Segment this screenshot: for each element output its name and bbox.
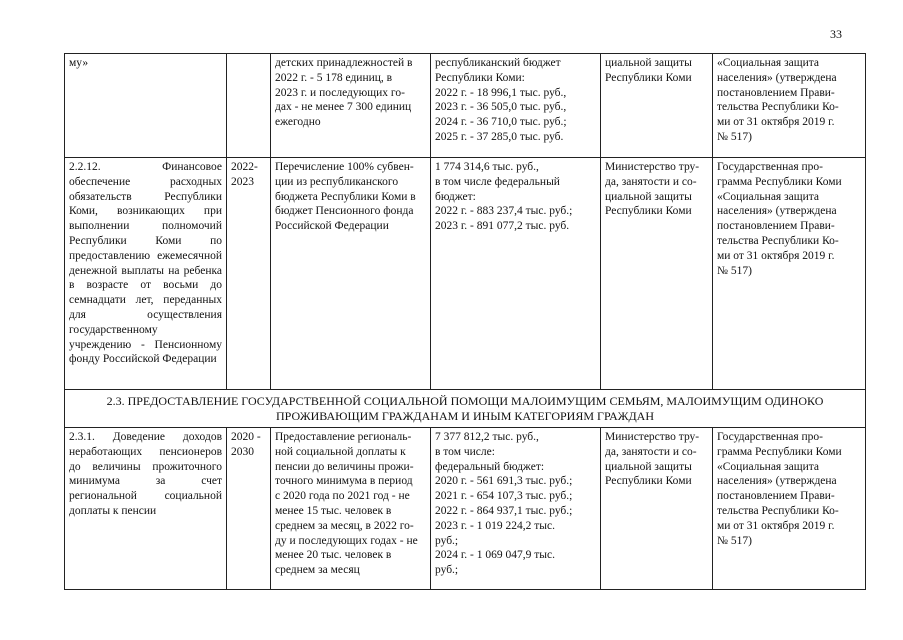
cell-line: населения» (утверждена bbox=[717, 71, 837, 84]
cell-line: менее 20 тыс. человек в bbox=[275, 549, 392, 562]
cell-line: тельства Республики Ко- bbox=[717, 101, 839, 114]
measures-table bbox=[64, 53, 866, 590]
cell-line: 2024 г. - 1 069 047,9 тыс. bbox=[435, 549, 555, 562]
cell-line: менее 15 тыс. человек в bbox=[275, 504, 392, 517]
table-row bbox=[65, 428, 866, 590]
period-cell bbox=[227, 158, 271, 390]
cell-line: пенсии до величины прожи- bbox=[275, 460, 414, 473]
table-row bbox=[65, 158, 866, 390]
result-cell bbox=[271, 158, 431, 390]
cell-line: 2023 г. - 1 019 224,2 тыс. bbox=[435, 519, 555, 532]
cell-line: ной социальной доплаты к bbox=[275, 445, 406, 458]
cell-line: руб.; bbox=[435, 534, 459, 547]
cell-line: в том числе: bbox=[435, 445, 495, 458]
cell-line: 7 377 812,2 тыс. руб., bbox=[435, 431, 539, 443]
cell-line: 2024 г. - 36 710,0 тыс. руб.; bbox=[435, 116, 567, 129]
cell-line: 2023 г. - 36 505,0 тыс. руб., bbox=[435, 101, 567, 114]
cell-line: среднем за месяц bbox=[275, 564, 360, 577]
cell-line: ежегодно bbox=[275, 116, 321, 129]
period-cell bbox=[227, 428, 271, 590]
cell-line: Республики Коми: bbox=[435, 71, 525, 84]
cell-line: Перечисление 100% субвен- bbox=[275, 161, 414, 173]
cell-line: бюджета Республики Коми в bbox=[275, 190, 416, 203]
funding-cell bbox=[431, 428, 601, 590]
cell-line: 1 774 314,6 тыс. руб., bbox=[435, 161, 539, 173]
cell-line: руб.; bbox=[435, 564, 459, 577]
cell-line: ми от 31 октября 2019 г. bbox=[717, 519, 835, 532]
measure-cell: 2.2.12. Финансовое обеспечение расходных обязательств Республики Коми, возникающих при выполнении полномочий Республики Коми по предоставлению ежемесячной денежной выплаты на ребенка в возрасте от восьми до семнадцати лет, переданных для осуществления государственному учреждению - Пенсионному фонду Российской Федерации bbox=[65, 158, 227, 390]
cell-line: 2020 - bbox=[231, 431, 261, 443]
section-header-row bbox=[65, 390, 866, 428]
executor-cell bbox=[601, 428, 713, 590]
cell-line: да, занятости и со- bbox=[605, 445, 697, 458]
cell-line: 2023 bbox=[231, 175, 254, 188]
funding-cell bbox=[431, 158, 601, 390]
cell-line: ции из республиканского bbox=[275, 175, 399, 188]
cell-line: 2022 г. - 864 937,1 тыс. руб.; bbox=[435, 504, 573, 517]
cell-line: населения» (утверждена bbox=[717, 205, 837, 218]
funding-cell bbox=[431, 54, 601, 158]
cell-line: № 517) bbox=[717, 264, 752, 277]
cell-line: в том числе федеральный bbox=[435, 175, 560, 188]
page-number: 33 bbox=[830, 27, 842, 41]
cell-line: № 517) bbox=[717, 130, 752, 143]
cell-line: ми от 31 октября 2019 г. bbox=[717, 249, 835, 262]
result-cell bbox=[271, 54, 431, 158]
cell-line: ми от 31 октября 2019 г. bbox=[717, 116, 835, 129]
executor-cell bbox=[601, 54, 713, 158]
cell-line: республиканский бюджет bbox=[435, 57, 561, 69]
cell-line: постановлением Прави- bbox=[717, 220, 835, 233]
program-cell bbox=[713, 54, 866, 158]
cell-line: 2022 г. - 883 237,4 тыс. руб.; bbox=[435, 205, 573, 218]
cell-line: Республики Коми bbox=[605, 205, 692, 218]
cell-line: бюджет: bbox=[435, 190, 476, 203]
cell-line: Государственная про- bbox=[717, 161, 824, 173]
cell-line: циальной защиты bbox=[605, 460, 692, 473]
cell-line: № 517) bbox=[717, 534, 752, 547]
cell-line: постановлением Прави- bbox=[717, 86, 835, 99]
cell-line: циальной защиты bbox=[605, 190, 692, 203]
measure-cell: му» bbox=[65, 54, 227, 158]
cell-line: дах - не менее 7 300 единиц bbox=[275, 101, 412, 114]
cell-line: Министерство тру- bbox=[605, 161, 700, 173]
cell-line: ду и последующих годах - не bbox=[275, 534, 418, 547]
table-row bbox=[65, 54, 866, 158]
cell-line: 2022 г. - 5 178 единиц, в bbox=[275, 71, 393, 84]
cell-line: детских принадлежностей в bbox=[275, 57, 413, 69]
cell-line: Республики Коми bbox=[605, 71, 692, 84]
cell-line: точного минимума в период bbox=[275, 475, 413, 488]
cell-line: постановлением Прави- bbox=[717, 490, 835, 503]
measure-cell: 2.3.1. Доведение доходов неработающих пенсионеров до величины прожиточного минимума за счет региональной социальной доплаты к пенсии bbox=[65, 428, 227, 590]
cell-line: Российской Федерации bbox=[275, 220, 389, 233]
cell-line: Республики Коми bbox=[605, 475, 692, 488]
cell-line: «Социальная защита bbox=[717, 57, 820, 69]
cell-line: 2020 г. - 561 691,3 тыс. руб.; bbox=[435, 475, 573, 488]
cell-line: 2030 bbox=[231, 445, 254, 458]
cell-line: 2025 г. - 37 285,0 тыс. руб. bbox=[435, 130, 564, 143]
cell-line: «Социальная защита bbox=[717, 460, 820, 473]
cell-line: населения» (утверждена bbox=[717, 475, 837, 488]
program-cell bbox=[713, 158, 866, 390]
cell-line: среднем за месяц, в 2022 го- bbox=[275, 519, 414, 532]
cell-line: с 2020 года по 2021 год - не bbox=[275, 490, 410, 503]
cell-line: федеральный бюджет: bbox=[435, 460, 545, 473]
cell-line: Предоставление региональ- bbox=[275, 431, 412, 443]
cell-line: да, занятости и со- bbox=[605, 175, 697, 188]
program-cell bbox=[713, 428, 866, 590]
cell-line: «Социальная защита bbox=[717, 190, 820, 203]
cell-line: 2021 г. - 654 107,3 тыс. руб.; bbox=[435, 490, 573, 503]
cell-line: 2022- bbox=[231, 161, 258, 173]
cell-line: 2023 г. и последующих го- bbox=[275, 86, 405, 99]
cell-line: Министерство тру- bbox=[605, 431, 700, 443]
cell-line: циальной защиты bbox=[605, 57, 692, 69]
cell-line: 2022 г. - 18 996,1 тыс. руб., bbox=[435, 86, 567, 99]
cell-line: 2023 г. - 891 077,2 тыс. руб. bbox=[435, 220, 570, 233]
cell-line: грамма Республики Коми bbox=[717, 175, 842, 188]
cell-line: тельства Республики Ко- bbox=[717, 234, 839, 247]
executor-cell bbox=[601, 158, 713, 390]
cell-line: тельства Республики Ко- bbox=[717, 504, 839, 517]
cell-line: бюджет Пенсионного фонда bbox=[275, 205, 414, 218]
section-title: 2.3. ПРЕДОСТАВЛЕНИЕ ГОСУДАРСТВЕННОЙ СОЦИАЛЬНОЙ ПОМОЩИ МАЛОИМУЩИМ СЕМЬЯМ, МАЛОИМУЩИМ ОДИНОКО ПРОЖИВАЮЩИМ ГРАЖДАНАМ И ИНЫМ КАТЕГОРИЯМ ГРАЖДАН bbox=[65, 390, 866, 428]
period-cell bbox=[227, 54, 271, 158]
result-cell bbox=[271, 428, 431, 590]
cell-line: грамма Республики Коми bbox=[717, 445, 842, 458]
cell-line: Государственная про- bbox=[717, 431, 824, 443]
